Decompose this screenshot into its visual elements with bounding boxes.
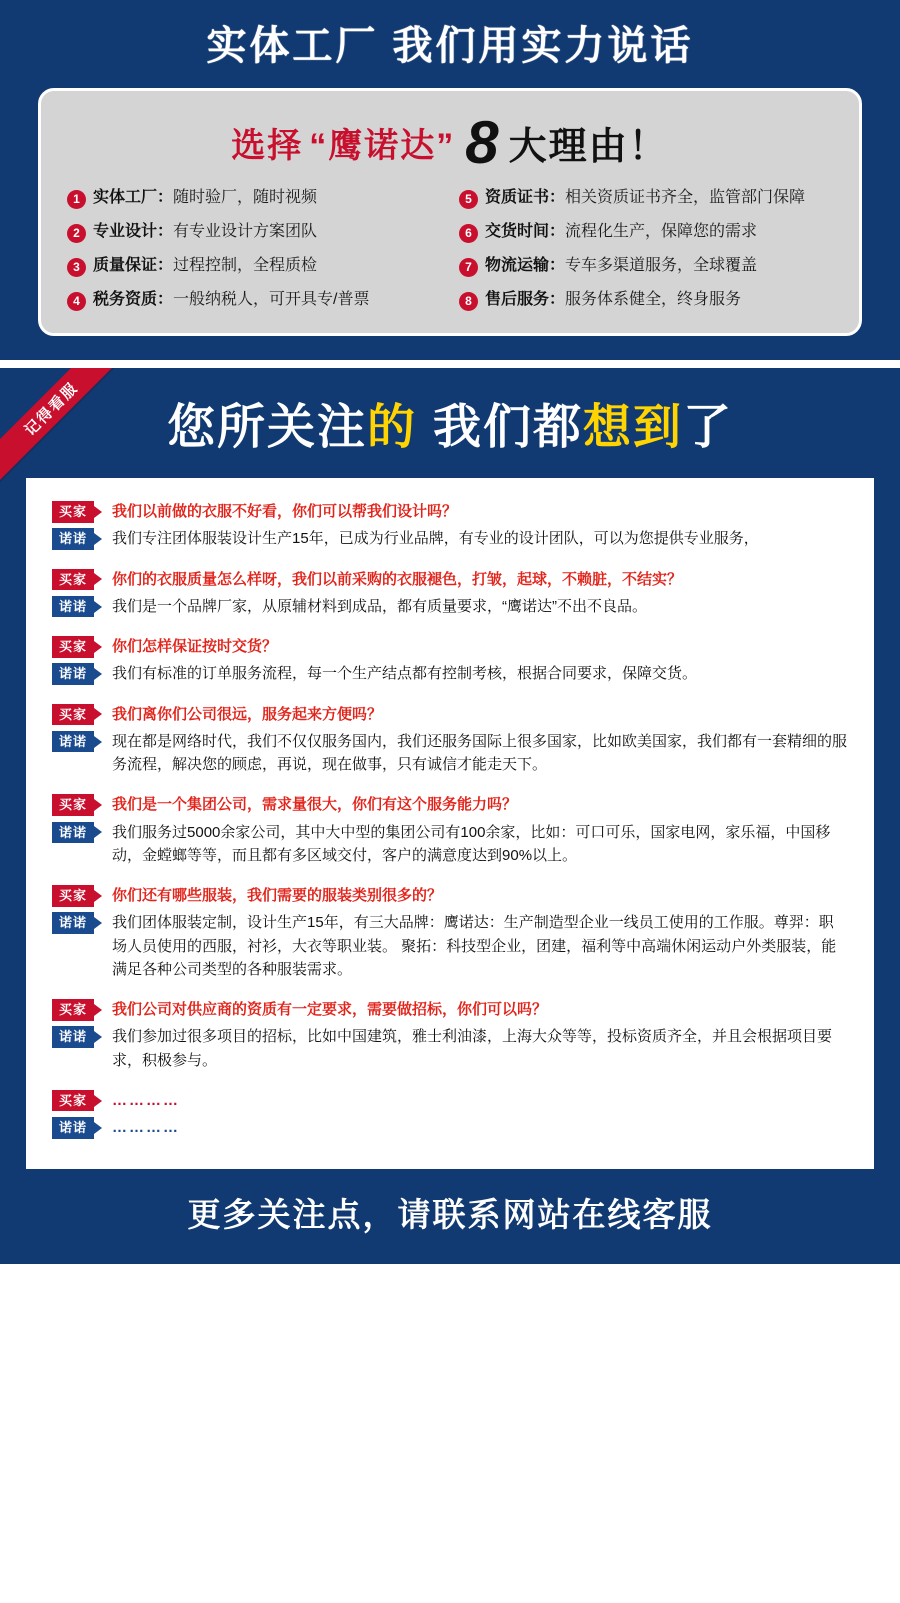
reason-number-badge: 8 bbox=[459, 292, 478, 311]
qa-block bbox=[52, 500, 848, 551]
seller-tag: 诺诺 bbox=[52, 596, 94, 618]
qa-block bbox=[52, 793, 848, 867]
reason-text: 专车多渠道服务，全球覆盖 bbox=[565, 257, 758, 274]
faq-headline bbox=[0, 368, 900, 478]
faq-card bbox=[26, 478, 874, 1169]
buyer-tag: 买家 bbox=[52, 569, 94, 591]
faq-headline-part4: 想到 bbox=[583, 401, 684, 454]
title-brand: “鹰诺达” bbox=[309, 127, 456, 165]
qa-answer-row bbox=[52, 662, 848, 685]
question-text: 我们是一个集团公司，需求量很大，你们有这个服务能力吗？ bbox=[112, 796, 518, 814]
question-text: ………… bbox=[112, 1091, 181, 1109]
reason-title: 资质证书 bbox=[485, 189, 550, 206]
reason-separator: ： bbox=[157, 189, 174, 206]
reason-separator: ： bbox=[157, 291, 174, 308]
answer-text: 我们专注团体服装设计生产15年，已成为行业品牌，有专业的设计团队，可以为您提供专业服务， bbox=[112, 530, 759, 548]
qa-block bbox=[52, 703, 848, 777]
faq-headline-part2: 的 bbox=[366, 401, 417, 454]
seller-tag: 诺诺 bbox=[52, 663, 94, 685]
seller-tag: 诺诺 bbox=[52, 1117, 94, 1139]
answer-text: 我们团体服装定制，设计生产15年，有三大品牌：鹰诺达：生产制造型企业一线员工使用的工作服。尊羿：职场人员使用的西服，衬衫，大衣等职业装。 聚拓：科技型企业，团建，福利等中高端休闲运动户外类服装，能满足各种公司类型的各种服装需求。 bbox=[112, 914, 837, 978]
reason-item bbox=[67, 222, 441, 243]
answer-text: 我们参加过很多项目的招标，比如中国建筑，雅士利油漆，上海大众等等，投标资质齐全，并且会根据项目要求，积极参与。 bbox=[112, 1028, 833, 1069]
qa-question-row bbox=[52, 568, 848, 591]
buyer-tag: 买家 bbox=[52, 501, 94, 523]
question-text: 你们的衣服质量怎么样呀，我们以前采购的衣服褪色，打皱，起球，不赖脏，不结实？ bbox=[112, 570, 683, 588]
qa-question-row bbox=[52, 1089, 848, 1112]
title-suffix: 大理由！ bbox=[508, 126, 669, 168]
qa-question-row bbox=[52, 884, 848, 907]
top-headline: 实体工厂 我们用实力说话 bbox=[206, 24, 694, 68]
reason-number-badge: 6 bbox=[459, 224, 478, 243]
qa-answer-row bbox=[52, 1025, 848, 1072]
reason-item bbox=[67, 256, 441, 277]
reason-item bbox=[459, 222, 833, 243]
qa-question-row bbox=[52, 998, 848, 1021]
qa-answer-row bbox=[52, 595, 848, 618]
reason-number-badge: 1 bbox=[67, 190, 86, 209]
qa-answer-row bbox=[52, 527, 848, 550]
reason-title: 实体工厂 bbox=[93, 189, 158, 206]
buyer-tag: 买家 bbox=[52, 636, 94, 658]
answer-text: ………… bbox=[112, 1119, 181, 1136]
reason-item bbox=[459, 256, 833, 277]
reason-title: 专业设计 bbox=[93, 223, 158, 240]
faq-headline-part1: 您所关注 bbox=[166, 401, 367, 454]
section-divider bbox=[0, 360, 900, 368]
reason-item bbox=[67, 188, 441, 209]
answer-text: 现在都是网络时代，我们不仅仅服务国内，我们还服务国际上很多国家，比如欧美国家，我们都有一套精细的服务流程，解决您的顾虑，再说，现在做事，只有诚信才能走天下。 bbox=[112, 732, 848, 773]
reason-number-badge: 7 bbox=[459, 258, 478, 277]
reason-text: 随时验厂，随时视频 bbox=[173, 189, 318, 206]
reason-item bbox=[459, 290, 833, 311]
question-text: 我们以前做的衣服不好看，你们可以帮我们设计吗？ bbox=[112, 503, 458, 520]
buyer-tag: 买家 bbox=[52, 999, 94, 1021]
qa-answer-row bbox=[52, 1116, 848, 1139]
buyer-tag: 买家 bbox=[52, 1090, 94, 1112]
question-text: 我们离你们公司很远，服务起来方便吗？ bbox=[112, 705, 383, 723]
question-text: 我们公司对供应商的资质有一定要求，需要做招标，你们可以吗？ bbox=[112, 1001, 548, 1018]
qa-question-row bbox=[52, 500, 848, 523]
qa-block bbox=[52, 884, 848, 981]
question-text: 你们怎样保证按时交货？ bbox=[112, 638, 278, 655]
faq-headline-part3: 我们都 bbox=[432, 401, 583, 454]
qa-block bbox=[52, 568, 848, 619]
reason-title: 质量保证 bbox=[93, 257, 158, 274]
reason-text: 一般纳税人，可开具专/普票 bbox=[173, 291, 370, 308]
reason-separator: ： bbox=[157, 257, 174, 274]
qa-answer-row bbox=[52, 911, 848, 981]
answer-text: 我们服务过5000余家公司，其中大中型的集团公司有100余家，比如：可口可乐，国家电网，家乐福，中国移动，金螳螂等等，而且都有多区域交付，客户的满意度达到90%以上。 bbox=[112, 823, 831, 864]
reason-item bbox=[459, 188, 833, 209]
question-text: 你们还有哪些服装，我们需要的服装类别很多的？ bbox=[112, 887, 443, 904]
reason-title: 交货时间 bbox=[485, 223, 550, 240]
faq-section bbox=[0, 368, 900, 1264]
buyer-tag: 买家 bbox=[52, 794, 94, 816]
reason-text: 过程控制，全程质检 bbox=[173, 257, 318, 274]
faq-headline-part5: 了 bbox=[683, 401, 734, 454]
seller-tag: 诺诺 bbox=[52, 528, 94, 550]
reason-separator: ： bbox=[549, 189, 566, 206]
reasons-card-title bbox=[67, 109, 833, 188]
answer-text: 我们有标准的订单服务流程，每一个生产结点都有控制考核，根据合同要求，保障交货。 bbox=[112, 665, 698, 683]
title-prefix: 选择 bbox=[231, 127, 304, 165]
seller-tag: 诺诺 bbox=[52, 1026, 94, 1048]
reason-separator: ： bbox=[549, 257, 566, 274]
reason-text: 流程化生产，保障您的需求 bbox=[565, 223, 758, 240]
reason-number-badge: 2 bbox=[67, 224, 86, 243]
qa-question-row bbox=[52, 635, 848, 658]
qa-block bbox=[52, 635, 848, 686]
qa-question-row bbox=[52, 793, 848, 816]
buyer-tag: 买家 bbox=[52, 704, 94, 726]
reason-title: 物流运输 bbox=[485, 257, 550, 274]
reason-separator: ： bbox=[549, 223, 566, 240]
reasons-section bbox=[0, 0, 900, 360]
reason-text: 相关资质证书齐全，监管部门保障 bbox=[565, 189, 806, 206]
reason-number-badge: 5 bbox=[459, 190, 478, 209]
buyer-tag: 买家 bbox=[52, 885, 94, 907]
reason-item bbox=[67, 290, 441, 311]
qa-answer-row bbox=[52, 821, 848, 868]
seller-tag: 诺诺 bbox=[52, 912, 94, 934]
reason-title: 售后服务 bbox=[485, 291, 550, 308]
reasons-card bbox=[38, 88, 862, 336]
answer-text: 我们是一个品牌厂家，从原辅材料到成品，都有质量要求，“鹰诺达”不出不良品。 bbox=[112, 597, 648, 615]
title-number: 8 bbox=[465, 108, 499, 176]
reason-title: 税务资质 bbox=[93, 291, 158, 308]
reason-text: 有专业设计方案团队 bbox=[173, 223, 318, 240]
seller-tag: 诺诺 bbox=[52, 731, 94, 753]
qa-question-row bbox=[52, 703, 848, 726]
reason-separator: ： bbox=[157, 223, 174, 240]
reasons-grid bbox=[67, 188, 833, 311]
ribbon-label: 记得看服 bbox=[0, 368, 128, 486]
qa-block bbox=[52, 1089, 848, 1140]
reason-number-badge: 4 bbox=[67, 292, 86, 311]
qa-block bbox=[52, 998, 848, 1072]
reason-text: 服务体系健全，终身服务 bbox=[565, 291, 742, 308]
reason-number-badge: 3 bbox=[67, 258, 86, 277]
faq-footer: 更多关注点，请联系网站在线客服 bbox=[187, 1196, 713, 1234]
seller-tag: 诺诺 bbox=[52, 822, 94, 844]
reason-separator: ： bbox=[549, 291, 566, 308]
qa-answer-row bbox=[52, 730, 848, 777]
